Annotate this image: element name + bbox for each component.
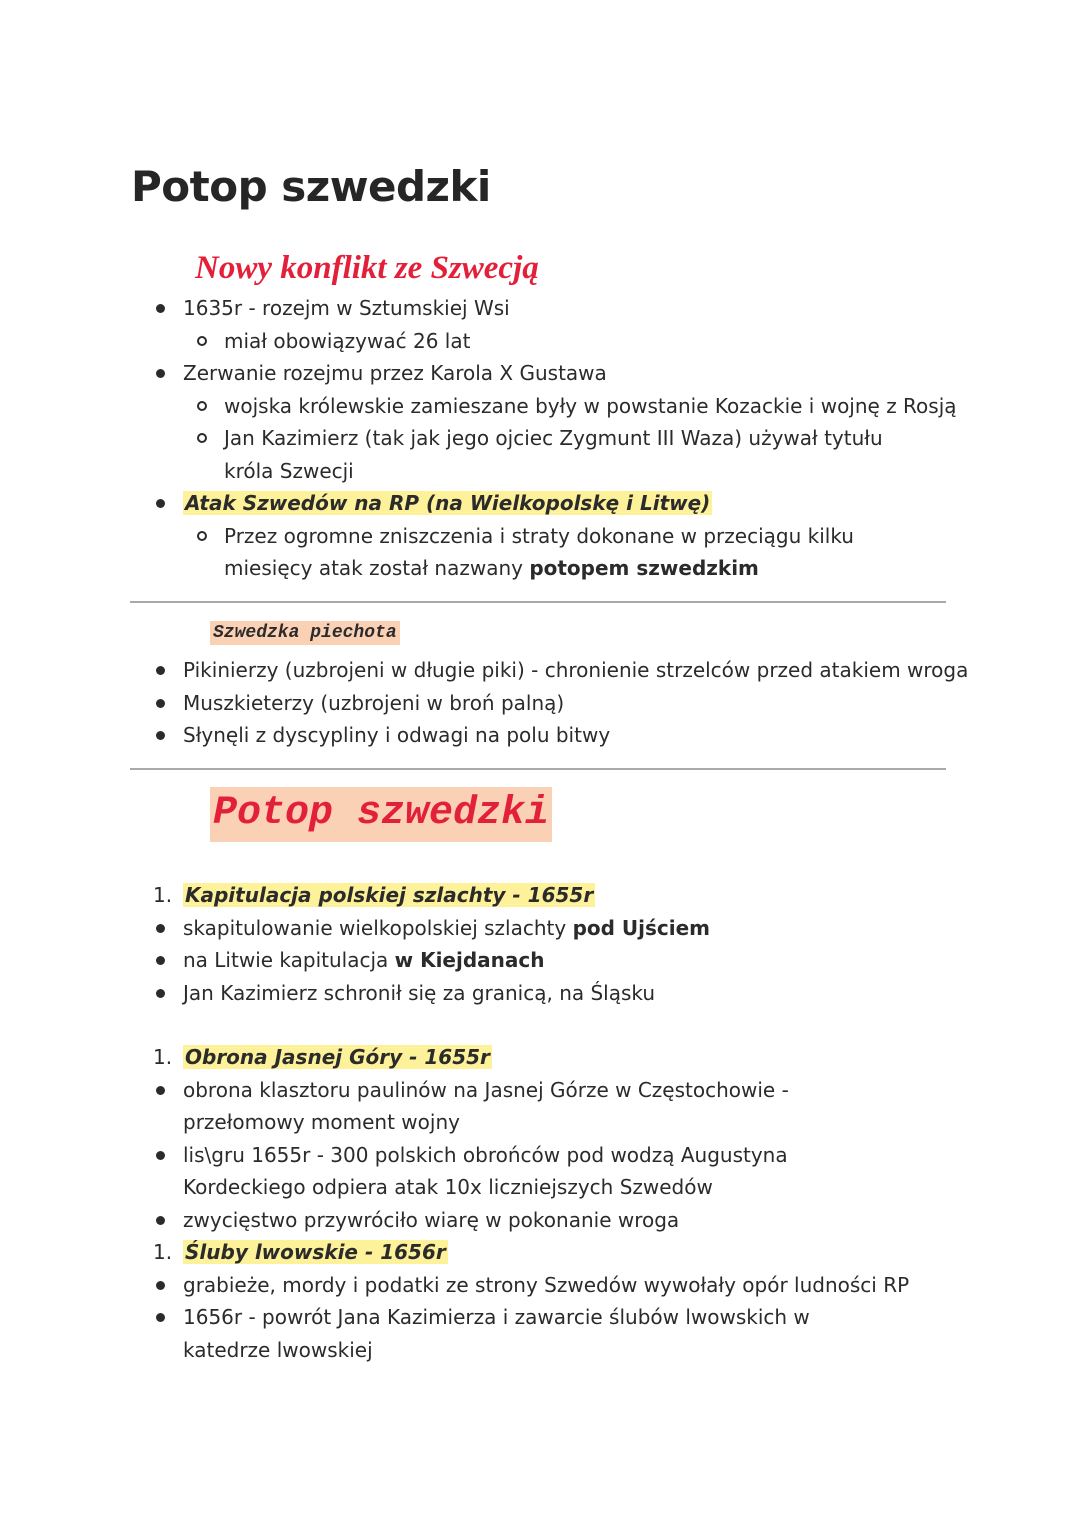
list-item-text: Przez ogromne zniszczenia i straty dokonane w przeciągu kilku miesięcy atak został nazwany xyxy=(224,523,854,580)
list-item xyxy=(0,1204,1000,1237)
divider xyxy=(130,601,946,603)
highlighted-text: Kapitulacja polskiej szlachty - 1655r xyxy=(185,883,594,907)
section-heading-infantry: Szwedzka piechota xyxy=(210,621,400,645)
list-item-text: Jan Kazimierz (tak jak jego ojciec Zygmunt III Waza) używał tytułu króla Szwecji xyxy=(224,426,883,483)
list-item-text: Słynęli z dyscypliny i odwagi na polu bitwy xyxy=(183,723,611,747)
section2-list xyxy=(0,654,1000,752)
section-heading-deluge: Potop szwedzki xyxy=(210,787,552,842)
page-title: Potop szwedzki xyxy=(131,162,491,211)
highlighted-text: Śluby lwowskie - 1656r xyxy=(185,1240,446,1264)
divider xyxy=(130,768,946,770)
bold-text: w Kiejdanach xyxy=(394,948,545,972)
list-item xyxy=(0,1139,903,1204)
list-item-text: obrona klasztoru paulinów na Jasnej Górze w Częstochowie - przełomowy moment wojny xyxy=(183,1077,789,1134)
list-item-text: zwycięstwo przywróciło wiarę w pokonanie wroga xyxy=(183,1207,680,1232)
list-item-text: miał obowiązywać 26 lat xyxy=(224,328,471,353)
list-item xyxy=(0,1301,883,1366)
list-item-text: Zerwanie rozejmu przez Karola X Gustawa xyxy=(183,361,607,385)
list-item xyxy=(0,912,1000,945)
highlighted-text: Atak Szwedów na RP (na Wielkopolskę i Litwę) xyxy=(185,491,711,515)
list-item-text: Muszkieterzy (uzbrojeni w broń palną) xyxy=(183,690,565,715)
list-item xyxy=(0,292,1000,325)
list-item xyxy=(0,487,1000,520)
section1-list xyxy=(0,292,1000,585)
list-item xyxy=(0,654,1000,687)
list-item-text: na Litwie kapitulacja xyxy=(183,948,395,972)
list-item-text: Jan Kazimierz schronił się za granicą, na Śląsku xyxy=(183,980,656,1005)
list-item xyxy=(0,357,1000,390)
list-item xyxy=(0,719,1000,752)
list-subitem xyxy=(0,390,1000,423)
section3-group-2 xyxy=(0,1041,1000,1366)
numbered-item xyxy=(0,1236,1000,1269)
list-item-text: 1635r - rozejm w Sztumskiej Wsi xyxy=(183,296,510,320)
list-item xyxy=(0,944,1000,977)
list-item-text: 1656r - powrót Jana Kazimierza i zawarcie ślubów lwowskich w katedrze lwowskiej xyxy=(183,1305,810,1362)
list-subitem xyxy=(0,325,1000,358)
list-item-text: skapitulowanie wielkopolskiej szlachty xyxy=(183,915,573,940)
list-subitem xyxy=(0,422,924,487)
list-item-text: Pikinierzy (uzbrojeni w długie piki) - chronienie strzelców przed atakiem wroga xyxy=(183,658,969,682)
list-item xyxy=(0,1074,903,1139)
list-item xyxy=(0,687,1000,720)
list-item xyxy=(0,1269,1000,1302)
bold-text: pod Ujściem xyxy=(572,915,711,940)
section-heading-new-conflict: Nowy konflikt ze Szwecją xyxy=(195,250,539,286)
list-item-text: wojska królewskie zamieszane były w powstanie Kozackie i wojnę z Rosją xyxy=(224,393,957,418)
numbered-item xyxy=(0,1041,1000,1074)
list-item-text: lis\gru 1655r - 300 polskich obrońców pod wodzą Augustyna Kordeckiego odpiera atak 10x liczniejszych Szwedów xyxy=(183,1142,788,1199)
section3-group-1 xyxy=(0,879,1000,1009)
list-item xyxy=(0,977,1000,1010)
numbered-item xyxy=(0,879,1000,912)
list-item-text: grabieże, mordy i podatki ze strony Szwedów wywołały opór ludności RP xyxy=(183,1272,910,1297)
list-subitem xyxy=(0,520,914,585)
highlighted-text: Obrona Jasnej Góry - 1655r xyxy=(185,1045,490,1069)
bold-text: potopem szwedzkim xyxy=(529,556,759,580)
